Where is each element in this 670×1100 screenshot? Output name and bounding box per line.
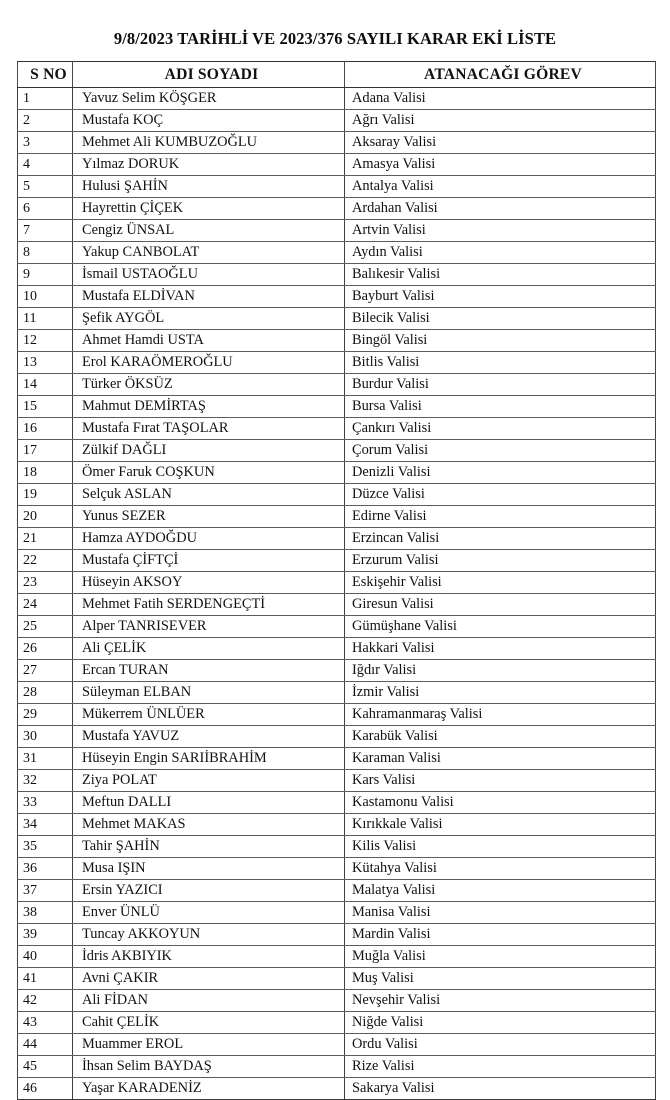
column-header-assigned-post: ATANACAĞI GÖREV <box>345 62 656 88</box>
cell-assigned-post: Malatya Valisi <box>345 880 656 902</box>
cell-full-name: Musa IŞIN <box>73 858 345 880</box>
table-row <box>18 638 656 660</box>
cell-serial-number: 18 <box>18 462 73 484</box>
cell-assigned-post: Kırıkkale Valisi <box>345 814 656 836</box>
cell-assigned-post: Hakkari Valisi <box>345 638 656 660</box>
table-row <box>18 550 656 572</box>
table-row <box>18 814 656 836</box>
cell-serial-number: 2 <box>18 110 73 132</box>
cell-assigned-post: Bilecik Valisi <box>345 308 656 330</box>
cell-serial-number: 13 <box>18 352 73 374</box>
cell-assigned-post: Adana Valisi <box>345 88 656 110</box>
cell-assigned-post: Karaman Valisi <box>345 748 656 770</box>
cell-serial-number: 17 <box>18 440 73 462</box>
cell-full-name: Hamza AYDOĞDU <box>73 528 345 550</box>
cell-assigned-post: Rize Valisi <box>345 1056 656 1078</box>
cell-full-name: Cengiz ÜNSAL <box>73 220 345 242</box>
table-row <box>18 110 656 132</box>
cell-full-name: Türker ÖKSÜZ <box>73 374 345 396</box>
cell-assigned-post: Antalya Valisi <box>345 176 656 198</box>
cell-assigned-post: Iğdır Valisi <box>345 660 656 682</box>
cell-assigned-post: Çankırı Valisi <box>345 418 656 440</box>
cell-serial-number: 44 <box>18 1034 73 1056</box>
table-row <box>18 352 656 374</box>
cell-serial-number: 1 <box>18 88 73 110</box>
cell-full-name: Mustafa Fırat TAŞOLAR <box>73 418 345 440</box>
cell-serial-number: 41 <box>18 968 73 990</box>
cell-serial-number: 19 <box>18 484 73 506</box>
cell-serial-number: 26 <box>18 638 73 660</box>
table-row <box>18 418 656 440</box>
table-row <box>18 286 656 308</box>
cell-serial-number: 22 <box>18 550 73 572</box>
cell-assigned-post: Kars Valisi <box>345 770 656 792</box>
cell-full-name: Mustafa ELDİVAN <box>73 286 345 308</box>
cell-serial-number: 24 <box>18 594 73 616</box>
cell-assigned-post: Erzurum Valisi <box>345 550 656 572</box>
table-row <box>18 682 656 704</box>
cell-serial-number: 43 <box>18 1012 73 1034</box>
cell-serial-number: 42 <box>18 990 73 1012</box>
cell-serial-number: 45 <box>18 1056 73 1078</box>
cell-full-name: Tahir ŞAHİN <box>73 836 345 858</box>
table-row <box>18 308 656 330</box>
cell-full-name: Ziya POLAT <box>73 770 345 792</box>
cell-full-name: Mahmut DEMİRTAŞ <box>73 396 345 418</box>
cell-serial-number: 31 <box>18 748 73 770</box>
cell-assigned-post: Burdur Valisi <box>345 374 656 396</box>
table-row <box>18 792 656 814</box>
cell-assigned-post: Denizli Valisi <box>345 462 656 484</box>
cell-full-name: Cahit ÇELİK <box>73 1012 345 1034</box>
cell-full-name: Ali ÇELİK <box>73 638 345 660</box>
cell-serial-number: 9 <box>18 264 73 286</box>
cell-full-name: Zülkif DAĞLI <box>73 440 345 462</box>
column-header-serial-number: S NO <box>18 62 73 88</box>
table-row <box>18 462 656 484</box>
cell-serial-number: 32 <box>18 770 73 792</box>
cell-full-name: Alper TANRISEVER <box>73 616 345 638</box>
cell-assigned-post: Sakarya Valisi <box>345 1078 656 1100</box>
cell-assigned-post: Ordu Valisi <box>345 1034 656 1056</box>
cell-serial-number: 28 <box>18 682 73 704</box>
cell-full-name: Ali FİDAN <box>73 990 345 1012</box>
cell-assigned-post: Çorum Valisi <box>345 440 656 462</box>
table-row <box>18 880 656 902</box>
cell-full-name: Mükerrem ÜNLÜER <box>73 704 345 726</box>
cell-full-name: Mustafa YAVUZ <box>73 726 345 748</box>
cell-serial-number: 25 <box>18 616 73 638</box>
cell-full-name: Ahmet Hamdi USTA <box>73 330 345 352</box>
page-title: 9/8/2023 TARİHLİ VE 2023/376 SAYILI KARAR EKİ LİSTE <box>113 29 557 48</box>
column-header-full-name: ADI SOYADI <box>73 62 345 88</box>
cell-assigned-post: Kahramanmaraş Valisi <box>345 704 656 726</box>
cell-full-name: Mustafa KOÇ <box>73 110 345 132</box>
cell-full-name: Hüseyin AKSOY <box>73 572 345 594</box>
table-row <box>18 572 656 594</box>
cell-full-name: İhsan Selim BAYDAŞ <box>73 1056 345 1078</box>
cell-serial-number: 37 <box>18 880 73 902</box>
cell-serial-number: 16 <box>18 418 73 440</box>
table-row <box>18 748 656 770</box>
cell-full-name: Mehmet MAKAS <box>73 814 345 836</box>
cell-full-name: Selçuk ASLAN <box>73 484 345 506</box>
cell-serial-number: 36 <box>18 858 73 880</box>
cell-assigned-post: Muş Valisi <box>345 968 656 990</box>
cell-full-name: Yılmaz DORUK <box>73 154 345 176</box>
cell-full-name: Hüseyin Engin SARIİBRAHİM <box>73 748 345 770</box>
cell-assigned-post: Artvin Valisi <box>345 220 656 242</box>
cell-assigned-post: İzmir Valisi <box>345 682 656 704</box>
appointment-list-table <box>17 61 656 1100</box>
cell-full-name: Ömer Faruk COŞKUN <box>73 462 345 484</box>
cell-full-name: Hulusi ŞAHİN <box>73 176 345 198</box>
table-row <box>18 88 656 110</box>
cell-full-name: Mehmet Ali KUMBUZOĞLU <box>73 132 345 154</box>
cell-serial-number: 35 <box>18 836 73 858</box>
cell-serial-number: 33 <box>18 792 73 814</box>
cell-serial-number: 14 <box>18 374 73 396</box>
table-row <box>18 946 656 968</box>
table-row <box>18 858 656 880</box>
cell-serial-number: 11 <box>18 308 73 330</box>
cell-serial-number: 38 <box>18 902 73 924</box>
table-row <box>18 594 656 616</box>
cell-assigned-post: Ağrı Valisi <box>345 110 656 132</box>
cell-full-name: Muammer EROL <box>73 1034 345 1056</box>
table-row <box>18 1034 656 1056</box>
cell-assigned-post: Bingöl Valisi <box>345 330 656 352</box>
table-row <box>18 902 656 924</box>
table-row <box>18 440 656 462</box>
table-row <box>18 154 656 176</box>
cell-full-name: Mehmet Fatih SERDENGEÇTİ <box>73 594 345 616</box>
table-row <box>18 990 656 1012</box>
cell-full-name: İdris AKBIYIK <box>73 946 345 968</box>
table-row <box>18 484 656 506</box>
table-row <box>18 506 656 528</box>
cell-serial-number: 40 <box>18 946 73 968</box>
table-row <box>18 1012 656 1034</box>
cell-full-name: Avni ÇAKIR <box>73 968 345 990</box>
cell-assigned-post: Düzce Valisi <box>345 484 656 506</box>
table-row <box>18 220 656 242</box>
cell-assigned-post: Gümüşhane Valisi <box>345 616 656 638</box>
cell-assigned-post: Kastamonu Valisi <box>345 792 656 814</box>
cell-full-name: Ersin YAZICI <box>73 880 345 902</box>
cell-full-name: Yaşar KARADENİZ <box>73 1078 345 1100</box>
cell-assigned-post: Muğla Valisi <box>345 946 656 968</box>
cell-assigned-post: Manisa Valisi <box>345 902 656 924</box>
cell-serial-number: 3 <box>18 132 73 154</box>
table-row <box>18 330 656 352</box>
cell-assigned-post: Eskişehir Valisi <box>345 572 656 594</box>
table-row <box>18 924 656 946</box>
cell-assigned-post: Aksaray Valisi <box>345 132 656 154</box>
cell-serial-number: 39 <box>18 924 73 946</box>
cell-serial-number: 23 <box>18 572 73 594</box>
cell-serial-number: 46 <box>18 1078 73 1100</box>
table-body <box>18 88 656 1100</box>
cell-serial-number: 15 <box>18 396 73 418</box>
table-row <box>18 528 656 550</box>
cell-assigned-post: Bursa Valisi <box>345 396 656 418</box>
table-row <box>18 836 656 858</box>
table-row <box>18 968 656 990</box>
cell-full-name: İsmail USTAOĞLU <box>73 264 345 286</box>
cell-serial-number: 30 <box>18 726 73 748</box>
cell-assigned-post: Kütahya Valisi <box>345 858 656 880</box>
cell-assigned-post: Mardin Valisi <box>345 924 656 946</box>
cell-serial-number: 4 <box>18 154 73 176</box>
cell-serial-number: 6 <box>18 198 73 220</box>
cell-assigned-post: Erzincan Valisi <box>345 528 656 550</box>
table-header <box>18 62 656 88</box>
table-row <box>18 704 656 726</box>
table-row <box>18 264 656 286</box>
cell-serial-number: 20 <box>18 506 73 528</box>
cell-full-name: Tuncay AKKOYUN <box>73 924 345 946</box>
table-header-row <box>18 62 656 88</box>
cell-full-name: Hayrettin ÇİÇEK <box>73 198 345 220</box>
cell-assigned-post: Karabük Valisi <box>345 726 656 748</box>
table-row <box>18 198 656 220</box>
table-row <box>18 242 656 264</box>
cell-full-name: Ercan TURAN <box>73 660 345 682</box>
cell-assigned-post: Edirne Valisi <box>345 506 656 528</box>
cell-full-name: Enver ÜNLÜ <box>73 902 345 924</box>
table-row <box>18 396 656 418</box>
cell-full-name: Süleyman ELBAN <box>73 682 345 704</box>
cell-full-name: Meftun DALLI <box>73 792 345 814</box>
cell-serial-number: 7 <box>18 220 73 242</box>
table-row <box>18 1056 656 1078</box>
cell-serial-number: 34 <box>18 814 73 836</box>
cell-serial-number: 5 <box>18 176 73 198</box>
table-row <box>18 616 656 638</box>
table-row <box>18 660 656 682</box>
cell-assigned-post: Bayburt Valisi <box>345 286 656 308</box>
table-row <box>18 176 656 198</box>
cell-assigned-post: Amasya Valisi <box>345 154 656 176</box>
table-row <box>18 726 656 748</box>
cell-full-name: Erol KARAÖMEROĞLU <box>73 352 345 374</box>
cell-assigned-post: Aydın Valisi <box>345 242 656 264</box>
cell-assigned-post: Kilis Valisi <box>345 836 656 858</box>
cell-full-name: Yunus SEZER <box>73 506 345 528</box>
cell-full-name: Yakup CANBOLAT <box>73 242 345 264</box>
table-row <box>18 132 656 154</box>
cell-serial-number: 27 <box>18 660 73 682</box>
cell-full-name: Şefik AYGÖL <box>73 308 345 330</box>
table-row <box>18 374 656 396</box>
cell-serial-number: 12 <box>18 330 73 352</box>
cell-serial-number: 29 <box>18 704 73 726</box>
cell-assigned-post: Niğde Valisi <box>345 1012 656 1034</box>
cell-assigned-post: Bitlis Valisi <box>345 352 656 374</box>
cell-assigned-post: Balıkesir Valisi <box>345 264 656 286</box>
cell-full-name: Mustafa ÇİFTÇİ <box>73 550 345 572</box>
cell-assigned-post: Ardahan Valisi <box>345 198 656 220</box>
cell-assigned-post: Nevşehir Valisi <box>345 990 656 1012</box>
cell-serial-number: 8 <box>18 242 73 264</box>
table-row <box>18 770 656 792</box>
cell-serial-number: 21 <box>18 528 73 550</box>
appointment-list-table-wrapper <box>17 61 655 1100</box>
cell-full-name: Yavuz Selim KÖŞGER <box>73 88 345 110</box>
cell-serial-number: 10 <box>18 286 73 308</box>
cell-assigned-post: Giresun Valisi <box>345 594 656 616</box>
table-row <box>18 1078 656 1100</box>
